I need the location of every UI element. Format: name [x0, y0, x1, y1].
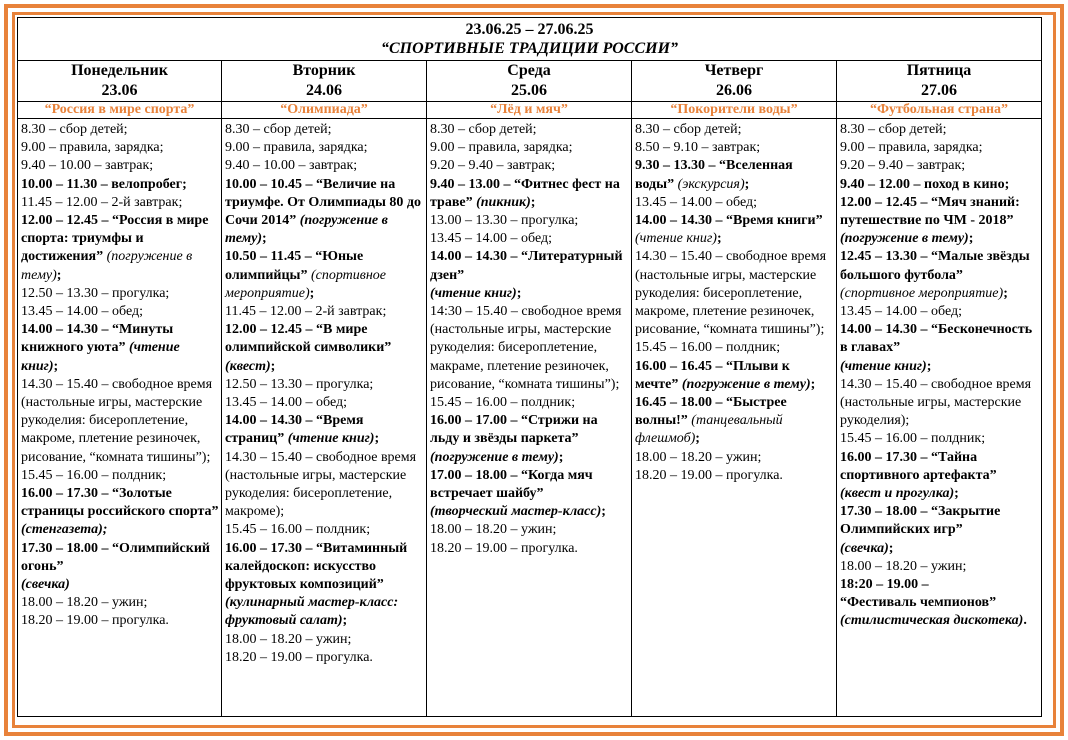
- entry-text: 12.45 – 13.30 – “Малые звёзды большого футбола”: [840, 249, 1030, 283]
- schedule-entry: [840, 449, 1039, 485]
- entry-text: 10.00 – 10.45 – “Величие на триумфе. От Олимпиады 80 до Сочи 2014”: [225, 176, 421, 229]
- entry-text: ;: [262, 231, 267, 247]
- entry-text: ;: [342, 613, 348, 629]
- day-name: Пятница: [906, 62, 972, 79]
- schedule-entry: [21, 176, 219, 194]
- entry-text: 18.00 – 18.20 – ужин;: [430, 522, 557, 538]
- entry-text: (свечка): [840, 540, 889, 556]
- day-schedule-monday: [18, 119, 222, 717]
- schedule-entry: [430, 303, 629, 394]
- schedule-header: [18, 18, 1042, 61]
- entry-text: 16.00 – 17.30 – “Тайна спортивного артефакта”: [840, 449, 997, 483]
- schedule-entry: [225, 321, 424, 376]
- entry-text: 8.30 – сбор детей;: [21, 122, 128, 137]
- schedule-entry: [840, 176, 1039, 194]
- entry-text: (погружение в тему): [21, 249, 193, 283]
- schedule-entry: [430, 212, 629, 230]
- entry-text: 13.45 – 14.00 – обед;: [635, 194, 757, 210]
- entry-text: (чтение книг): [21, 340, 180, 374]
- schedule-entry: [635, 467, 834, 485]
- entry-text: (творческий мастер-класс): [430, 504, 602, 520]
- entry-text: 18.20 – 19.00 – прогулка.: [635, 467, 783, 483]
- schedule-entry: [225, 121, 424, 139]
- schedule-entry: [635, 339, 834, 357]
- schedule-entry: [225, 449, 424, 522]
- entry-text: 12.00 – 12.45 – “В мире олимпийской символики”: [225, 322, 392, 356]
- day-theme-thursday: “Покорители воды”: [632, 102, 837, 119]
- entry-text: 15.45 – 16.00 – полдник;: [430, 395, 576, 411]
- entry-text: 14.00 – 14.30 – “Минуты книжного уюта”: [21, 322, 174, 356]
- entry-text: 14.00 – 14.30 – “Литературный дзен”: [430, 249, 623, 283]
- schedule-entry: [225, 649, 424, 667]
- day-schedule-wednesday: [427, 119, 632, 717]
- schedule-entry: [21, 576, 219, 594]
- entry-text: ;: [1003, 285, 1008, 301]
- entry-text: (чтение книг): [284, 431, 375, 447]
- schedule-entry: [840, 430, 1039, 448]
- schedule-entry: [21, 194, 219, 212]
- day-theme-tuesday: “Олимпиада”: [222, 102, 427, 119]
- entry-text: 8.30 – сбор детей;: [635, 122, 742, 137]
- day-name: Вторник: [292, 62, 356, 79]
- schedule-entry: [840, 503, 1039, 539]
- schedule-entry: [840, 248, 1039, 303]
- entry-text: 12.50 – 13.30 – прогулка;: [225, 376, 374, 392]
- schedule-entry: [430, 248, 629, 284]
- entry-text: ;: [56, 267, 62, 283]
- entry-text: 9.00 – правила, зарядка;: [21, 140, 164, 156]
- day-date: 23.06: [101, 82, 138, 99]
- week-dates: 23.06.25 – 27.06.25: [465, 21, 594, 38]
- schedule-entry: [840, 376, 1039, 431]
- entry-text: 12.00 – 12.45 – “Россия в мире спорта: триумфы и достижения”: [21, 213, 209, 265]
- schedule-entry: [225, 412, 424, 448]
- day-schedule-friday: [837, 119, 1042, 717]
- schedule-entry: [21, 212, 219, 285]
- entry-text: 9.00 – правила, зарядка;: [840, 140, 983, 156]
- schedule-entry: [840, 540, 1039, 558]
- schedule-entry: [635, 157, 834, 193]
- schedule-entry: [840, 121, 1039, 139]
- schedule-entry: [840, 594, 1039, 612]
- schedule-entry: [635, 194, 834, 212]
- entry-text: 13.45 – 14.00 – обед;: [840, 304, 962, 320]
- day-date: 25.06: [511, 82, 547, 99]
- entry-text: ;: [744, 176, 750, 192]
- entry-text: (экскурсия): [674, 176, 745, 192]
- entry-text: ;: [53, 358, 59, 374]
- schedule-entry: [21, 303, 219, 321]
- schedule-entry: [635, 449, 834, 467]
- schedule-entry: [21, 467, 219, 485]
- entry-text: (погружение в тему): [225, 213, 388, 247]
- schedule-entry: [430, 521, 629, 539]
- entry-text: 10.50 – 11.45 – “Юные олимпийцы”: [225, 249, 364, 283]
- schedule-entry: [840, 576, 1039, 594]
- schedule-entry: [840, 139, 1039, 157]
- entry-text: (спортивное мероприятие): [840, 285, 1004, 301]
- entry-text: 8.30 – сбор детей;: [430, 122, 537, 137]
- schedule-entry: [225, 376, 424, 394]
- day-date: 24.06: [306, 82, 342, 99]
- day-schedule-tuesday: [222, 119, 427, 717]
- schedule-entry: [21, 285, 219, 303]
- schedule-entry: [430, 540, 629, 558]
- entry-text: ;: [270, 358, 276, 374]
- entry-text: (стилистическая дискотека): [840, 613, 1024, 629]
- day-name: Среда: [507, 62, 551, 79]
- schedule-entry: [225, 303, 424, 321]
- schedule-entry: [840, 194, 1039, 249]
- day-date: 27.06: [921, 82, 957, 99]
- schedule-entry: [21, 485, 219, 540]
- entry-text: 13.45 – 14.00 – обед;: [430, 231, 552, 247]
- schedule-entry: [635, 121, 834, 139]
- entry-text: 15.45 – 16.00 – полдник;: [225, 522, 371, 538]
- schedule-entry: [430, 176, 629, 212]
- entry-text: 18.20 – 19.00 – прогулка.: [430, 540, 578, 556]
- schedule-entry: [21, 612, 219, 630]
- entry-text: ;: [530, 194, 536, 210]
- schedule-table: [17, 17, 1042, 717]
- schedule-entry: [430, 285, 629, 303]
- entry-text: 13.45 – 14.00 – обед;: [21, 304, 143, 320]
- entry-text: (кулинарный мастер-класс: фруктовый салат): [225, 595, 399, 629]
- day-header-monday: [18, 61, 222, 102]
- entry-text: ;: [558, 449, 564, 465]
- schedule-entry: [430, 230, 629, 248]
- entry-text: 16.00 – 17.00 – “Стрижи на льду и звёзды паркета”: [430, 413, 598, 447]
- schedule-entry: [840, 358, 1039, 376]
- schedule-entry: [635, 212, 834, 248]
- entry-text: 14.30 – 15.40 – свободное время (настольные игры, мастерские рукоделия: бисероплетение, макроме);: [225, 449, 417, 520]
- entry-text: (танцевальный флешмоб): [635, 413, 783, 447]
- entry-text: 18.00 – 18.20 – ужин;: [840, 558, 967, 574]
- schedule-entry: [21, 157, 219, 175]
- schedule-entry: [225, 540, 424, 595]
- entry-text: 9.40 – 12.00 – поход в кино;: [840, 176, 1010, 192]
- entry-text: ;: [601, 504, 606, 520]
- schedule-entry: [635, 248, 834, 339]
- entry-text: 11.45 – 12.00 – 2-й завтрак;: [21, 194, 183, 210]
- entry-text: (чтение книг): [635, 231, 717, 247]
- entry-text: 9.00 – правила, зарядка;: [430, 140, 573, 156]
- entry-text: 16.45 – 18.00 – “Быстрее волны!”: [635, 395, 787, 429]
- schedule-title: “СПОРТИВНЫЕ ТРАДИЦИИ РОССИИ”: [380, 40, 679, 57]
- entry-text: 14.00 – 14.30 – “Время книги”: [635, 213, 823, 229]
- entry-text: (чтение книг): [430, 285, 517, 301]
- entry-text: 9.40 – 10.00 – завтрак;: [225, 158, 358, 174]
- day-name: Четверг: [704, 62, 764, 79]
- schedule-entry: [225, 157, 424, 175]
- schedule-entry: [225, 139, 424, 157]
- day-header-tuesday: [222, 61, 427, 102]
- entry-text: 12.00 – 12.45 – “Мяч знаний: путешествие по ЧМ - 2018”: [840, 194, 1020, 229]
- entry-text: 17.30 – 18.00 – “Олимпийский огонь”: [21, 540, 210, 574]
- day-date: 26.06: [716, 82, 752, 99]
- entry-text: (свечка): [21, 577, 70, 593]
- schedule-entry: [635, 139, 834, 157]
- schedule-entry: [840, 612, 1039, 630]
- schedule-entry: [21, 376, 219, 467]
- entry-text: (стенгазета);: [21, 522, 108, 538]
- schedule-entry: [225, 394, 424, 412]
- day-header-friday: [837, 61, 1042, 102]
- entry-text: ;: [810, 376, 816, 392]
- schedule-entry: [21, 321, 219, 376]
- entry-text: (погружение в тему): [840, 231, 969, 247]
- entry-text: ;: [309, 285, 315, 301]
- schedule-entry: [21, 594, 219, 612]
- entry-text: 8.50 – 9.10 – завтрак;: [635, 140, 761, 156]
- day-theme-wednesday: “Лёд и мяч”: [427, 102, 632, 119]
- schedule-entry: [430, 503, 629, 521]
- entry-text: 15.45 – 16.00 – полдник;: [840, 431, 986, 447]
- entry-text: 9.20 – 9.40 – завтрак;: [430, 158, 556, 174]
- entry-text: 15.45 – 16.00 – полдник;: [21, 467, 167, 483]
- schedule-entry: [840, 558, 1039, 576]
- entry-text: 14.30 – 15.40 – свободное время (настольные игры, мастерские рукоделия: бисероплетение, макроме, плетение резиночек, рисование, “комната тишины”);: [635, 249, 827, 338]
- day-schedule-thursday: [632, 119, 837, 717]
- entry-text: 18.20 – 19.00 – прогулка.: [21, 613, 169, 629]
- day-name: Понедельник: [71, 62, 168, 79]
- schedule-entry: [430, 139, 629, 157]
- schedule-entry: [840, 157, 1039, 175]
- entry-text: 11.45 – 12.00 – 2-й завтрак;: [225, 304, 387, 320]
- day-header-thursday: [632, 61, 837, 102]
- entry-text: 9.00 – правила, зарядка;: [225, 140, 368, 156]
- schedule-entry: [21, 121, 219, 139]
- entry-text: (погружение в тему): [678, 376, 811, 392]
- entry-text: (квест): [225, 358, 271, 374]
- entry-text: 10.00 – 11.30 – велопробег;: [21, 176, 187, 192]
- entry-text: 9.40 – 13.00 – “Фитнес фест на траве”: [430, 176, 620, 210]
- entry-text: 14.00 – 14.30 – “Время страниц”: [225, 413, 364, 447]
- schedule-entry: [225, 176, 424, 249]
- day-theme-friday: “Футбольная страна”: [837, 102, 1042, 119]
- entry-text: 18.00 – 18.20 – ужин;: [225, 631, 352, 647]
- entry-text: ;: [716, 231, 722, 247]
- entry-text: ;: [888, 540, 894, 556]
- entry-text: (спортивное мероприятие): [225, 267, 387, 301]
- entry-text: ;: [926, 358, 932, 374]
- schedule-entry: [430, 394, 629, 412]
- entry-text: 14.00 – 14.30 – “Бесконечность в главах”: [840, 322, 1033, 356]
- entry-text: 18:20 – 19.00 –: [840, 577, 929, 593]
- day-header-wednesday: [427, 61, 632, 102]
- schedule-entry: [430, 412, 629, 467]
- schedule-entry: [225, 631, 424, 649]
- entry-text: 13.45 – 14.00 – обед;: [225, 395, 347, 411]
- entry-text: ;: [516, 285, 522, 301]
- entry-text: ;: [954, 486, 959, 502]
- entry-text: 14:30 – 15.40 – свободное время (настольные игры, мастерские рукоделия: бисероплетение, макраме, плетение резиночек, рисование, “комната тишины”);: [430, 304, 622, 392]
- schedule-entry: [635, 394, 834, 449]
- entry-text: 14.30 – 15.40 – свободное время (настольные игры, мастерские рукоделия);: [840, 376, 1032, 429]
- schedule-entry: [225, 521, 424, 539]
- entry-text: 9.40 – 10.00 – завтрак;: [21, 158, 154, 174]
- entry-text: ;: [695, 431, 700, 447]
- entry-text: (квест и прогулка): [840, 486, 955, 502]
- entry-text: .: [1023, 613, 1027, 629]
- entry-text: 16.00 – 17.30 – “Витаминный калейдоскоп: искусство фруктовых композиций”: [225, 540, 408, 593]
- schedule-entry: [840, 321, 1039, 357]
- entry-text: 8.30 – сбор детей;: [840, 122, 947, 137]
- entry-text: 13.00 – 13.30 – прогулка;: [430, 213, 579, 229]
- schedule-entry: [430, 467, 629, 503]
- schedule-entry: [21, 139, 219, 157]
- schedule-entry: [840, 485, 1039, 503]
- schedule-entry: [430, 157, 629, 175]
- schedule-entry: [21, 540, 219, 576]
- entry-text: 18.00 – 18.20 – ужин;: [635, 449, 762, 465]
- entry-text: ;: [968, 231, 974, 247]
- entry-text: 9.30 – 13.30 – “Вселенная воды”: [635, 158, 793, 192]
- entry-text: 16.00 – 17.30 – “Золотые страницы российского спорта”: [21, 486, 219, 520]
- entry-text: 9.20 – 9.40 – завтрак;: [840, 158, 966, 174]
- entry-text: 15.45 – 16.00 – полдник;: [635, 340, 781, 356]
- schedule-entry: [430, 121, 629, 139]
- entry-text: 17.30 – 18.00 – “Закрытие Олимпийских игр”: [840, 504, 1001, 538]
- schedule-entry: [225, 248, 424, 303]
- entry-text: 14.30 – 15.40 – свободное время (настольные игры, мастерские рукоделия: бисероплетение, макроме, плетение резиночек, рисование, “комната тишины”);: [21, 376, 213, 465]
- entry-text: “Фестиваль чемпионов”: [840, 595, 997, 611]
- entry-text: ;: [374, 431, 380, 447]
- day-theme-monday: “Россия в мире спорта”: [18, 102, 222, 119]
- entry-text: 17.00 – 18.00 – “Когда мяч встречает шайбу”: [430, 467, 593, 502]
- entry-text: 12.50 – 13.30 – прогулка;: [21, 285, 170, 301]
- schedule-entry: [225, 594, 424, 630]
- schedule-entry: [840, 303, 1039, 321]
- entry-text: (погружение в тему): [430, 449, 559, 465]
- entry-text: (чтение книг): [840, 358, 927, 374]
- schedule-entry: [635, 358, 834, 394]
- entry-text: 16.00 – 16.45 – “Плыви к мечте”: [635, 358, 790, 392]
- entry-text: 18.00 – 18.20 – ужин;: [21, 595, 148, 611]
- entry-text: (пикник): [472, 194, 531, 210]
- entry-text: 18.20 – 19.00 – прогулка.: [225, 649, 373, 665]
- entry-text: 8.30 – сбор детей;: [225, 122, 332, 137]
